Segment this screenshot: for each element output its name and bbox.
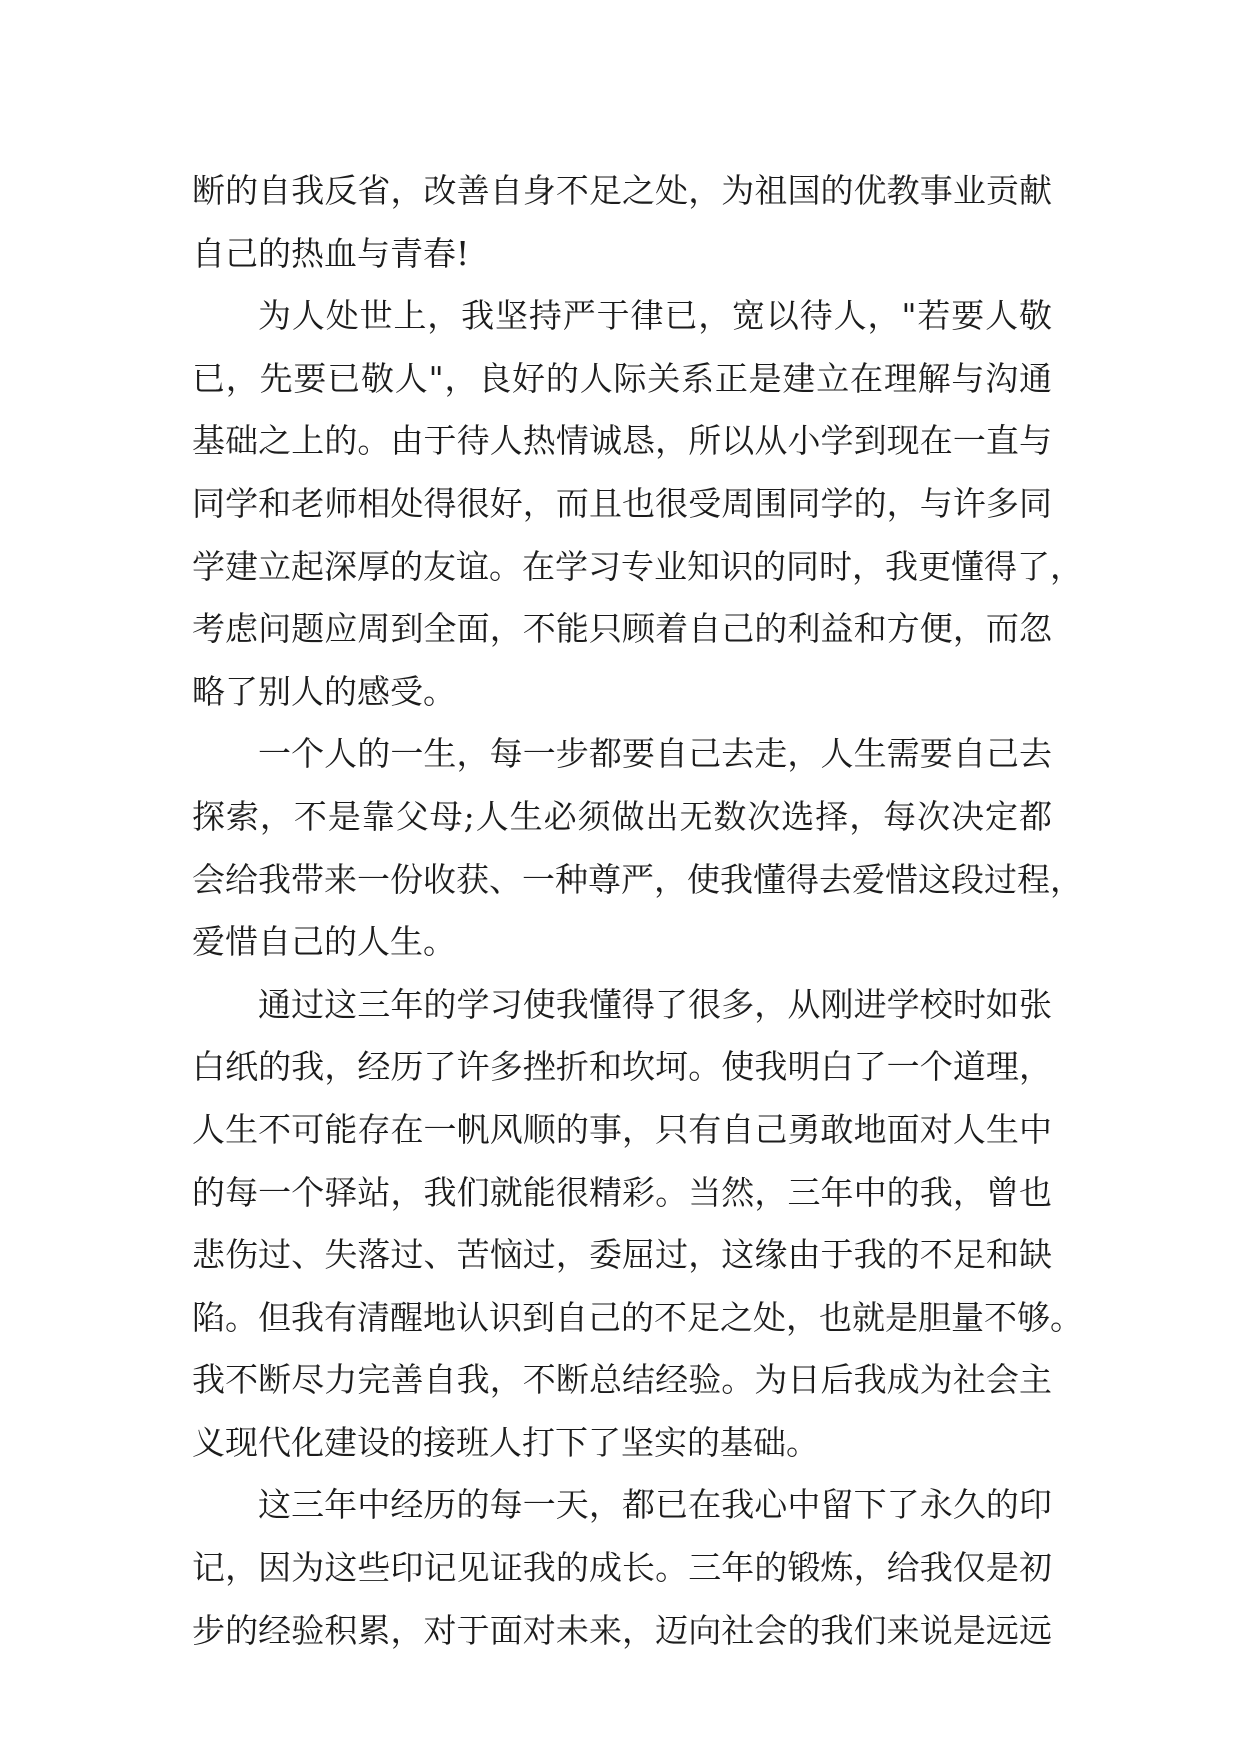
paragraph-5 bbox=[192, 1474, 1052, 1662]
text-line: 会给我带来一份收获、一种尊严，使我懂得去爱惜这段过程， bbox=[192, 859, 1083, 899]
text-line: 学建立起深厚的友谊。在学习专业知识的同时，我更懂得了， bbox=[192, 546, 1083, 586]
text-line: 考虑问题应周到全面，不能只顾着自己的利益和方便，而忽 bbox=[192, 609, 1052, 649]
paragraph-2 bbox=[192, 285, 1083, 723]
text-line: 基础之上的。由于待人热情诚恳，所以从小学到现在一直与 bbox=[192, 421, 1052, 461]
text-line: 通过这三年的学习使我懂得了很多，从刚进学校时如张 bbox=[258, 984, 1052, 1024]
text-line: 一个人的一生，每一步都要自己去走，人生需要自己去 bbox=[258, 734, 1052, 774]
paragraph-4 bbox=[192, 974, 1083, 1475]
text-line: 义现代化建设的接班人打下了坚实的基础。 bbox=[192, 1422, 819, 1462]
text-line: 悲伤过、失落过、苦恼过，委屈过，这缘由于我的不足和缺 bbox=[192, 1235, 1052, 1275]
text-line: 自己的热血与青春! bbox=[192, 233, 470, 273]
text-line: 陷。但我有清醒地认识到自己的不足之处，也就是胆量不够。 bbox=[192, 1297, 1083, 1337]
text-line: 人生不可能存在一帆风顺的事，只有自己勇敢地面对人生中 bbox=[192, 1109, 1052, 1149]
text-line: 步的经验积累，对于面对未来，迈向社会的我们来说是远远 bbox=[192, 1610, 1052, 1650]
text-line: 我不断尽力完善自我，不断总结经验。为日后我成为社会主 bbox=[192, 1360, 1052, 1400]
paragraph-3 bbox=[192, 723, 1083, 973]
body-text bbox=[192, 160, 1083, 1662]
text-line: 的每一个驿站，我们就能很精彩。当然，三年中的我，曾也 bbox=[192, 1172, 1052, 1212]
text-line: 这三年中经历的每一天，都已在我心中留下了永久的印 bbox=[258, 1485, 1052, 1525]
text-line: 爱惜自己的人生。 bbox=[192, 922, 456, 962]
text-line: 略了别人的感受。 bbox=[192, 671, 456, 711]
text-line: 探索，不是靠父母;人生必须做出无数次选择，每次决定都 bbox=[192, 796, 1052, 836]
text-line: 记，因为这些印记见证我的成长。三年的锻炼，给我仅是初 bbox=[192, 1548, 1052, 1588]
text-line: 为人处世上，我坚持严于律已，宽以待人，"若要人敬 bbox=[258, 296, 1052, 336]
paragraph-1 bbox=[192, 160, 1052, 285]
text-line: 白纸的我，经历了许多挫折和坎坷。使我明白了一个道理， bbox=[192, 1047, 1052, 1087]
text-line: 断的自我反省，改善自身不足之处，为祖国的优教事业贡献 bbox=[192, 171, 1052, 210]
text-line: 已，先要已敬人"，良好的人际关系正是建立在理解与沟通 bbox=[192, 358, 1052, 398]
text-line: 同学和老师相处得很好，而且也很受周围同学的，与许多同 bbox=[192, 483, 1052, 523]
